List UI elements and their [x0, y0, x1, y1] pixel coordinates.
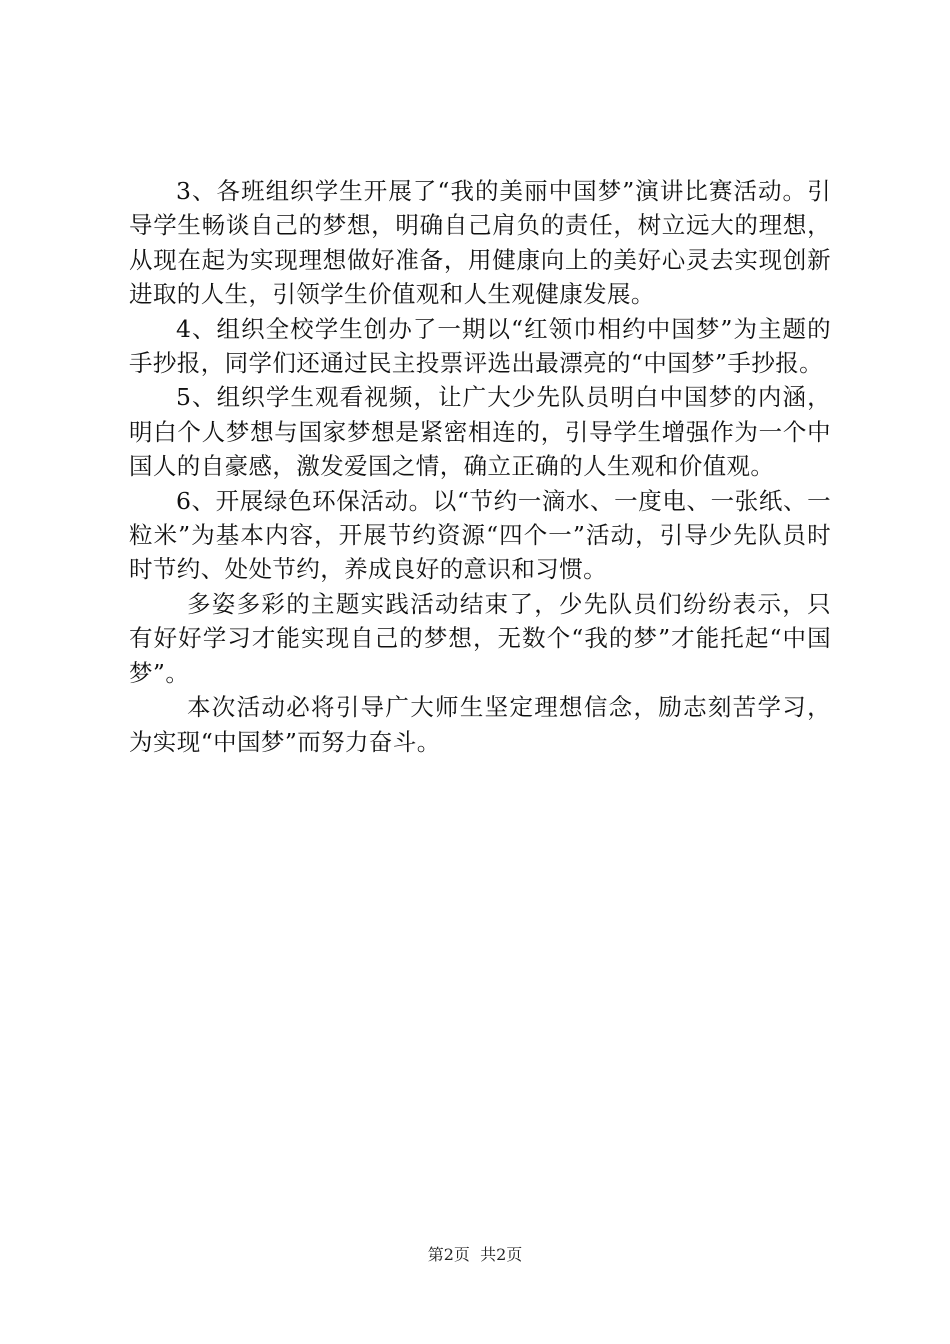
document-body	[129, 174, 831, 759]
paragraph-conclusion: 多姿多彩的主题实践活动结束了，少先队员们纷纷表示，只有好好学习才能实现自己的梦想，无数个“我的梦”才能托起“中国梦”。	[129, 589, 831, 687]
page-number-label: 第2页 共2页	[427, 1245, 523, 1264]
paragraph-item-6: 6、开展绿色环保活动。以“节约一滴水、一度电、一张纸、一粒米”为基本内容，开展节约资源“四个一”活动，引导少先队员时时节约、处处节约，养成良好的意识和习惯。	[129, 486, 831, 584]
paragraph-closing: 本次活动必将引导广大师生坚定理想信念，励志刻苦学习，为实现“中国梦”而努力奋斗。	[129, 693, 831, 756]
paragraph-item-4: 4、组织全校学生创办了一期以“红领巾相约中国梦”为主题的手抄报，同学们还通过民主投票评选出最漂亮的“中国梦”手抄报。	[129, 314, 831, 378]
page-footer	[0, 1244, 950, 1266]
paragraph-item-5: 5、组织学生观看视频，让广大少先队员明白中国梦的内涵，明白个人梦想与国家梦想是紧密相连的，引导学生增强作为一个中国人的自豪感，激发爱国之情，确立正确的人生观和价值观。	[129, 383, 831, 481]
paragraph-item-3: 3、各班组织学生开展了“我的美丽中国梦”演讲比赛活动。引导学生畅谈自己的梦想，明确自己肩负的责任，树立远大的理想，从现在起为实现理想做好准备，用健康向上的美好心灵去实现创新进取的人生，引领学生价值观和人生观健康发展。	[129, 177, 831, 309]
